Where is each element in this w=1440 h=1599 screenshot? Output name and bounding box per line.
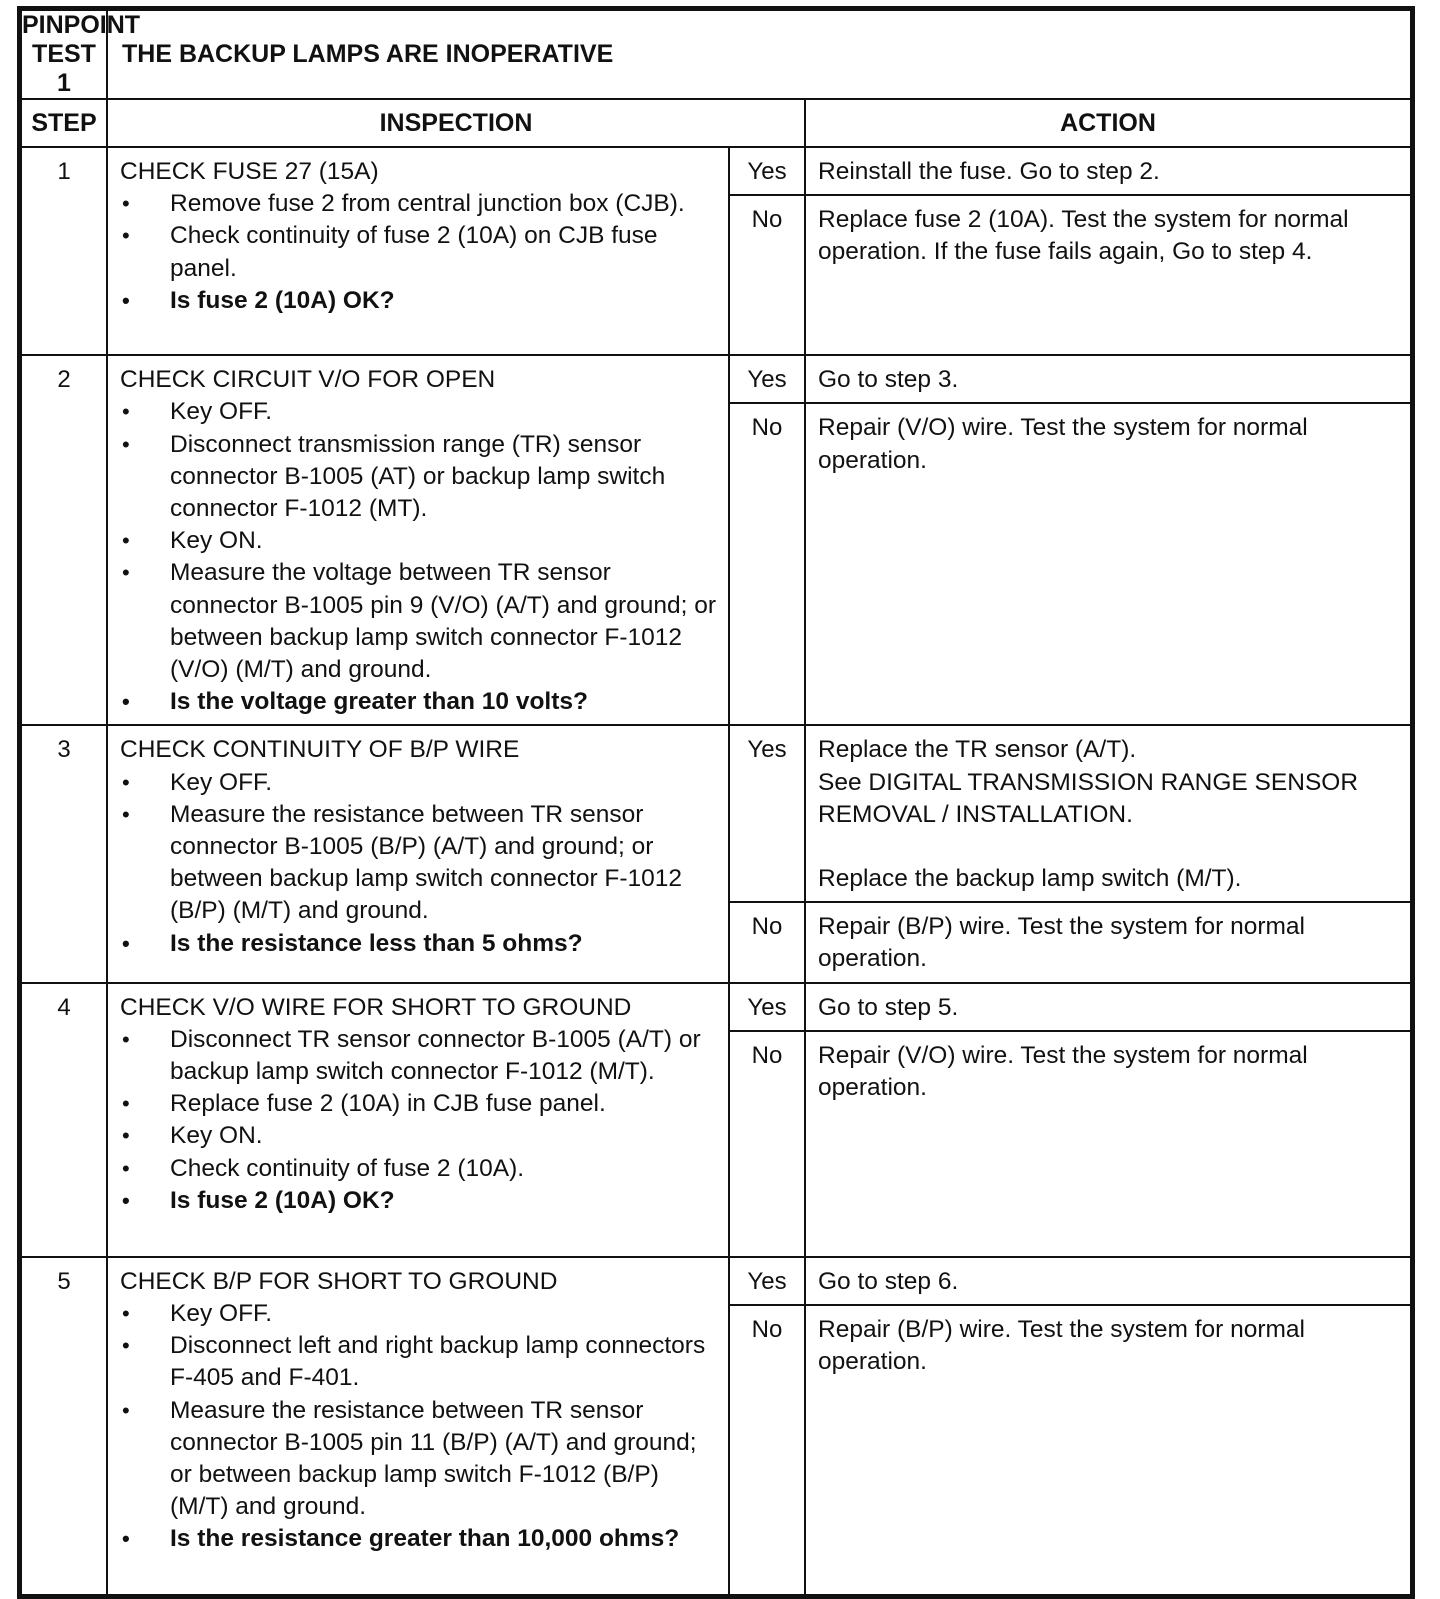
yes-action-text: Go to step 5. <box>818 993 959 1021</box>
no-label: No <box>729 1305 805 1595</box>
no-label: No <box>729 195 805 355</box>
inspection-bullet: • Check continuity of fuse 2 (10A) on CJB fuse panel. <box>120 220 718 284</box>
inspection-bullet: • Key OFF. <box>120 396 718 428</box>
no-action <box>805 403 1411 725</box>
inspection-question: • Is fuse 2 (10A) OK? <box>120 1185 718 1217</box>
inspection-heading: CHECK FUSE 27 (15A) <box>120 158 379 185</box>
yes-action <box>805 355 1411 403</box>
column-header-inspection: INSPECTION <box>107 99 805 147</box>
yes-action-text: See DIGITAL TRANSMISSION RANGE SENSOR REMOVAL / INSTALLATION. <box>818 768 1359 828</box>
title-row <box>21 10 1411 99</box>
inspection-bullets <box>120 1298 718 1556</box>
inspection-bullet: • Key ON. <box>120 1120 718 1152</box>
step-rows <box>21 147 1411 1595</box>
test-label: PINPOINT TEST 1 <box>22 11 141 97</box>
step-number: 1 <box>21 147 107 355</box>
test-table <box>20 9 1412 1596</box>
inspection-bullets <box>120 1024 718 1217</box>
inspection-bullet: • Disconnect TR sensor connector B-1005 (A/T) or backup lamp switch connector F-1012 (M/T). <box>120 1024 718 1088</box>
inspection-bullet: • Key OFF. <box>120 767 718 799</box>
column-header-row <box>21 99 1411 147</box>
inspection-heading: CHECK V/O WIRE FOR SHORT TO GROUND <box>120 993 632 1021</box>
inspection-bullet: • Disconnect transmission range (TR) sensor connector B-1005 (AT) or backup lamp switch connector F-1012 (MT). <box>120 429 718 526</box>
inspection-heading: CHECK B/P FOR SHORT TO GROUND <box>120 1267 558 1295</box>
step-number: 5 <box>21 1257 107 1595</box>
step-row <box>21 355 1411 403</box>
inspection-bullet: • Measure the resistance between TR sensor connector B-1005 pin 11 (B/P) (A/T) and ground; or between backup lamp switch F-1012 (B/P) (M/T) and ground. <box>120 1395 718 1524</box>
yes-action-text: Go to step 3. <box>818 366 959 394</box>
inspection-question: • Is the voltage greater than 10 volts? <box>120 686 718 718</box>
inspection-question: • Is fuse 2 (10A) OK? <box>120 285 718 317</box>
pinpoint-test-table <box>17 6 1415 1599</box>
no-label: No <box>729 403 805 725</box>
no-action <box>805 902 1411 982</box>
yes-action-text: Reinstall the fuse. Go to step 2. <box>818 158 1160 185</box>
inspection-bullet: • Remove fuse 2 from central junction box (CJB). <box>120 188 718 220</box>
step-row <box>21 147 1411 195</box>
no-action <box>805 195 1411 355</box>
inspection-bullet: • Measure the voltage between TR sensor connector B-1005 pin 9 (V/O) (A/T) and ground; or between backup lamp switch connector F-1012 (V/O) (M/T) and ground. <box>120 557 718 686</box>
yes-label: Yes <box>729 1257 805 1305</box>
no-action-text: Repair (B/P) wire. Test the system for normal operation. <box>818 1316 1305 1376</box>
no-action <box>805 1305 1411 1595</box>
step-row <box>21 1257 1411 1305</box>
yes-action <box>805 147 1411 195</box>
yes-label: Yes <box>729 725 805 902</box>
column-header-step: STEP <box>21 99 107 147</box>
no-action-text: Replace fuse 2 (10A). Test the system for normal operation. If the fuse fails again, Go to step 4. <box>818 206 1349 266</box>
inspection-bullet: • Measure the resistance between TR sensor connector B-1005 (B/P) (A/T) and ground; or between backup lamp switch connector F-1012 (B/P) (M/T) and ground. <box>120 799 718 928</box>
no-action-text: Repair (V/O) wire. Test the system for normal operation. <box>818 1041 1308 1102</box>
inspection-cell <box>107 147 729 355</box>
no-label: No <box>729 1031 805 1257</box>
no-action-text: Repair (B/P) wire. Test the system for normal operation. <box>818 913 1305 973</box>
inspection-bullet: • Replace fuse 2 (10A) in CJB fuse panel. <box>120 1088 718 1120</box>
inspection-heading: CHECK CIRCUIT V/O FOR OPEN <box>120 366 496 394</box>
yes-action <box>805 983 1411 1031</box>
inspection-bullets <box>120 396 718 718</box>
step-row <box>21 983 1411 1031</box>
inspection-bullets <box>120 767 718 960</box>
inspection-cell <box>107 725 729 982</box>
yes-action-text: Replace the TR sensor (A/T). <box>818 736 1137 764</box>
yes-label: Yes <box>729 147 805 195</box>
yes-action <box>805 1257 1411 1305</box>
inspection-question: • Is the resistance greater than 10,000 ohms? <box>120 1523 718 1555</box>
no-label: No <box>729 902 805 982</box>
inspection-cell <box>107 1257 729 1595</box>
yes-label: Yes <box>729 983 805 1031</box>
inspection-question: • Is the resistance less than 5 ohms? <box>120 928 718 960</box>
test-title: THE BACKUP LAMPS ARE INOPERATIVE <box>107 10 1411 99</box>
yes-action <box>805 725 1411 902</box>
column-header-action: ACTION <box>805 99 1411 147</box>
yes-action-text <box>818 831 1400 863</box>
inspection-cell <box>107 983 729 1257</box>
yes-action-text: Go to step 6. <box>818 1267 959 1295</box>
inspection-cell <box>107 355 729 725</box>
step-row <box>21 725 1411 902</box>
inspection-bullet: • Key ON. <box>120 525 718 557</box>
no-action <box>805 1031 1411 1257</box>
inspection-bullet: • Check continuity of fuse 2 (10A). <box>120 1153 718 1185</box>
step-number: 4 <box>21 983 107 1257</box>
yes-action-text: Replace the backup lamp switch (M/T). <box>818 865 1242 893</box>
step-number: 3 <box>21 725 107 982</box>
no-action-text: Repair (V/O) wire. Test the system for normal operation. <box>818 414 1308 474</box>
inspection-bullets <box>120 188 718 317</box>
inspection-bullet: • Key OFF. <box>120 1298 718 1330</box>
inspection-bullet: • Disconnect left and right backup lamp connectors F-405 and F-401. <box>120 1330 718 1394</box>
yes-label: Yes <box>729 355 805 403</box>
step-number: 2 <box>21 355 107 725</box>
inspection-heading: CHECK CONTINUITY OF B/P WIRE <box>120 736 520 764</box>
